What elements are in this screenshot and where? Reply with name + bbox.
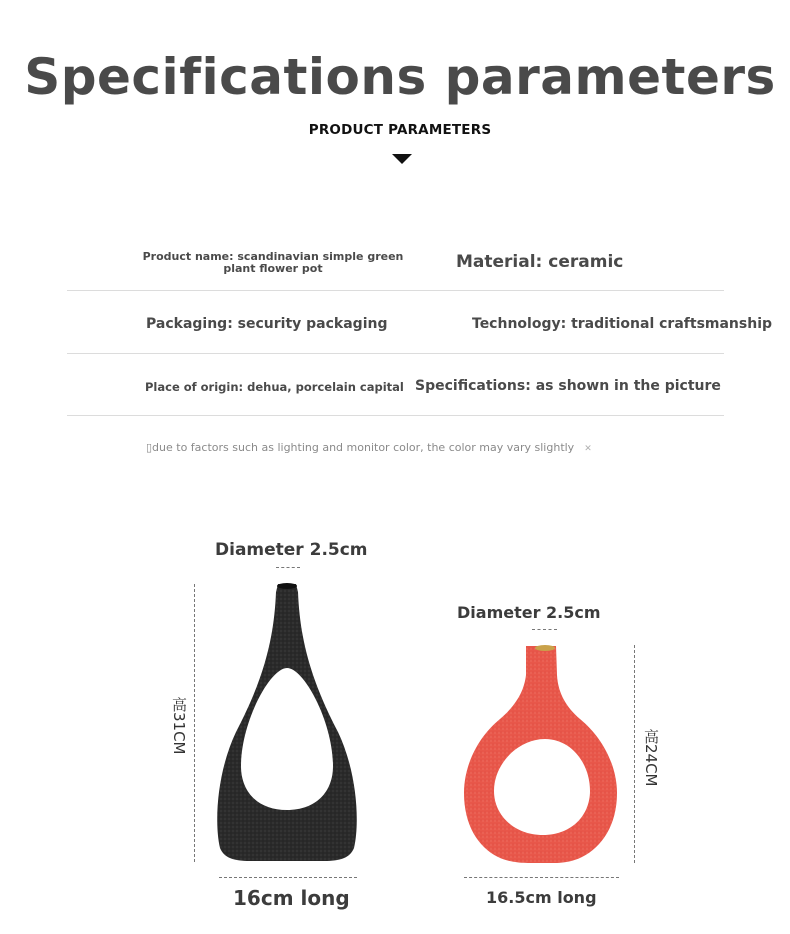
height-dimension-line	[194, 584, 195, 862]
divider	[67, 290, 724, 291]
height-dimension-line	[634, 645, 635, 863]
red-vase-length-label: 16.5cm long	[486, 888, 597, 907]
spec-specifications: Specifications: as shown in the picture	[415, 378, 721, 394]
black-vase-height-label: 高31CM	[170, 697, 188, 755]
color-variance-note	[146, 441, 592, 454]
divider	[67, 353, 724, 354]
length-dimension-line	[219, 877, 357, 878]
spec-material: Material: ceramic	[456, 252, 624, 272]
mark-icon: ✕	[584, 444, 592, 454]
page-title: Specifications parameters	[24, 48, 776, 106]
black-vase-diameter-label: Diameter 2.5cm	[215, 540, 368, 560]
black-vase-image	[212, 582, 362, 864]
triangle-down-icon	[392, 154, 412, 164]
red-vase-height-label: 高24CM	[642, 729, 660, 787]
red-vase-diameter-label: Diameter 2.5cm	[457, 603, 601, 622]
length-dimension-line	[464, 877, 619, 878]
spec-product-name: Product name: scandinavian simple green plant flower pot	[142, 250, 404, 275]
diameter-marker	[532, 629, 557, 630]
spec-origin: Place of origin: dehua, porcelain capital	[145, 380, 404, 394]
red-vase-image	[462, 643, 620, 865]
spec-packaging: Packaging: security packaging	[146, 316, 388, 332]
black-vase-length-label: 16cm long	[233, 886, 350, 910]
diameter-marker	[276, 567, 300, 568]
divider	[67, 415, 724, 416]
page-subtitle: PRODUCT PARAMETERS	[308, 122, 492, 138]
note-text: ▯due to factors such as lighting and monitor color, the color may vary slightly	[146, 441, 575, 454]
spec-technology: Technology: traditional craftsmanship	[472, 316, 773, 332]
